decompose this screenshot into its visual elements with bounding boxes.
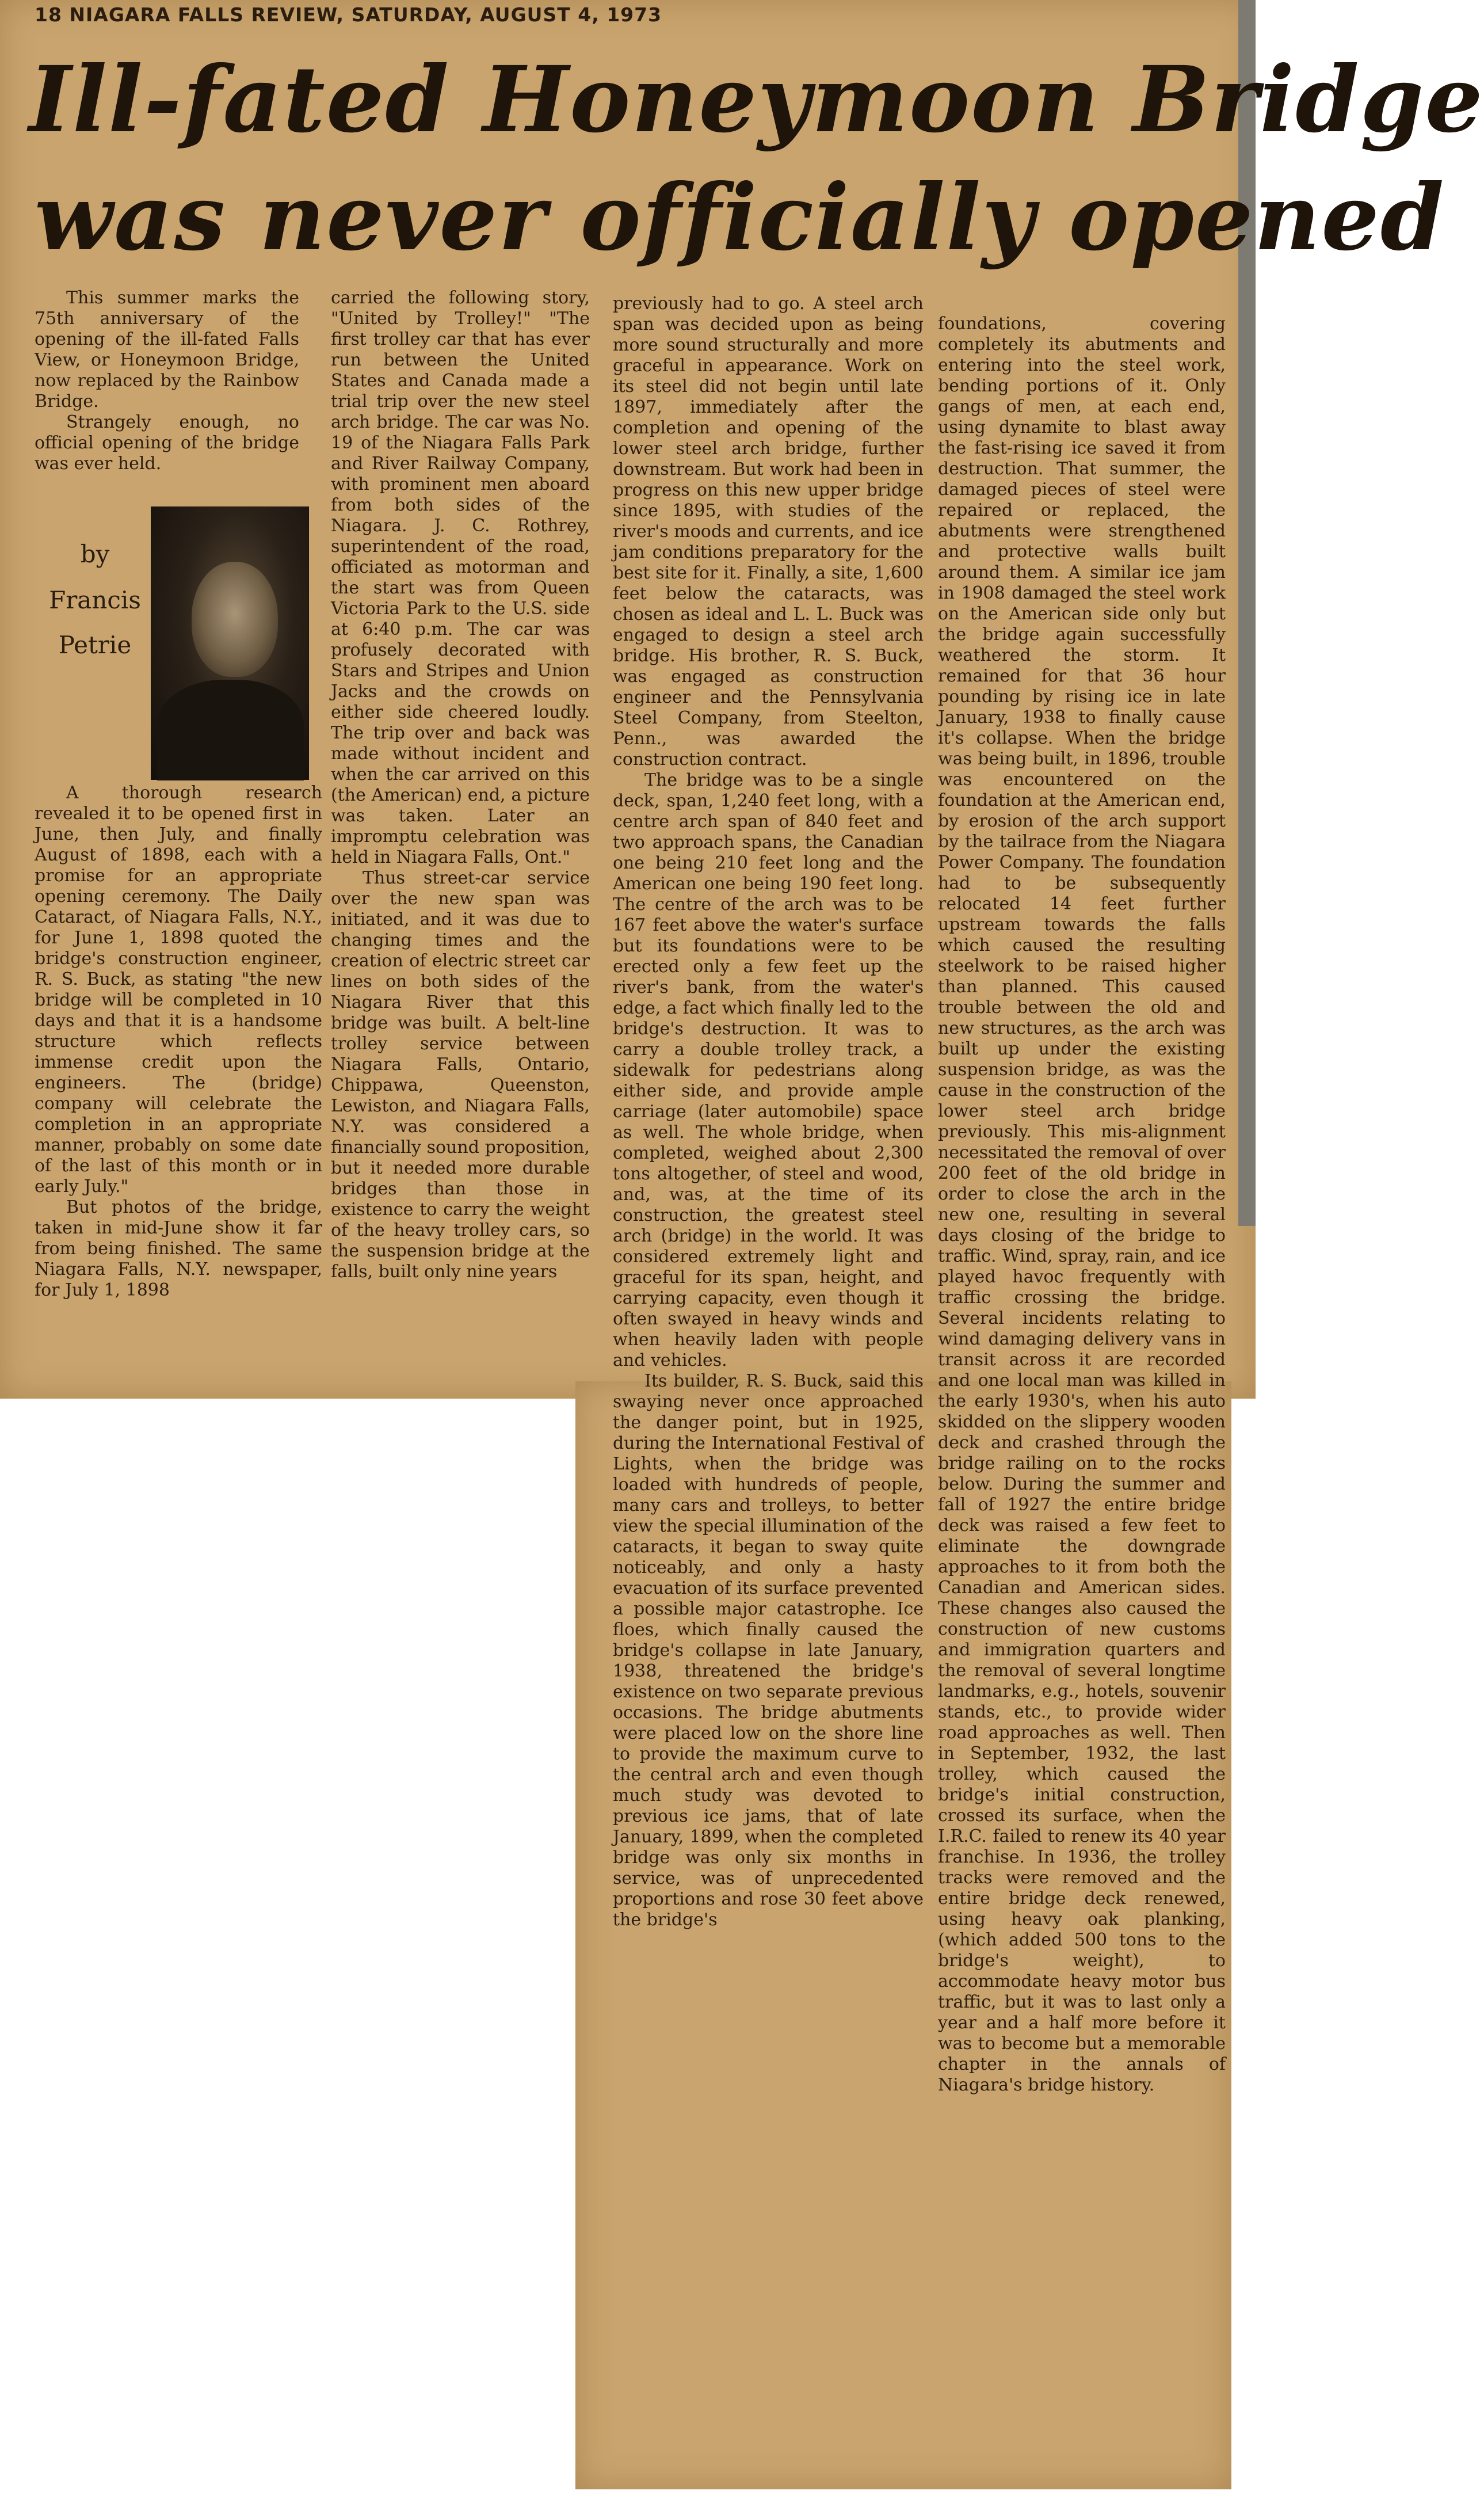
paragraph: Its builder, R. S. Buck, said this swaying never once approached the danger point, but in 1925, during the International Festival of Lights, when the bridge was loaded with hundreds of people, many cars and trolleys, to better view the special illumination of the cataracts, it began to sway quite noticeably, and only a hasty evacuation of its surface prevented a possible major catastrophe. Ice floes, which finally caused the bridge's collapse in late January, 1938, threatened the bridge's existence on two separate previous occasions. The bridge abutments were placed low on the shore line to provide the maximum curve to the central arch and even though much study was devoted to previous ice jams, that of late January, 1899, when the completed bridge was only six months in service, was of unprecedented proportions and rose 30 feet above the bridge's: [613, 1371, 924, 1930]
column-4: [938, 314, 1226, 2096]
paragraph: The bridge was to be a single deck, span, 1,240 feet long, with a centre arch span of 840 feet and two approach spans, the Canadian one being 210 feet long and the American one being 190 feet long. The centre of the arch was to be 167 feet above the water's surface but its foundations were to be erected only a few feet up the river's bank, from the water's edge, a fact which finally led to the bridge's destruction. It was to carry a double trolley track, a sidewalk for pedestrians along either side, and provide ample carriage (later automobile) space as well. The whole bridge, when completed, weighed about 2,300 tons altogether, of steel and wood, and, was, at the time of its construction, the greatest steel arch (bridge) in the world. It was considered extremely light and graceful for its span, height, and carrying capacity, even though it often swayed in heavy winds and when heavily laden with people and vehicles.: [613, 770, 924, 1370]
paragraph: Strangely enough, no official opening of the bridge was ever held.: [35, 412, 299, 474]
paragraph: foundations, covering completely its abutments and entering into the steel work, bending portions of it. Only gangs of men, at each end, using dynamite to blast away the fast-rising ice saved it from destruction. That summer, the damaged pieces of steel were repaired or replaced, the abutments were strengthened and protective walls built around them. A similar ice jam in 1908 damaged the steel work on the American side only but the bridge again successfully weathered the storm. It remained for that 36 hour pounding by rising ice in late January, 1938 to finally cause it's collapse. When the bridge was being built, in 1896, trouble was encountered on the foundation at the American end, by erosion of the arch support by the tailrace from the Niagara Power Company. The foundation had to be subsequently relocated 14 feet further upstream towards the falls which caused the resulting steelwork to be raised higher than planned. This caused trouble between the old and new structures, as the arch was built up under the existing suspension bridge, as was the cause in the construction of the lower steel arch bridge previously. This mis-alignment necessitated the removal of over 200 feet of the old bridge in order to close the arch in the new one, resulting in several days closing of the bridge to traffic. Wind, spray, rain, and ice played havoc frequently with traffic crossing the bridge. Several incidents relating to wind damaging delivery vans in transit across it are recorded and one local man was killed in the early 1930's, when his auto skidded on the slippery wooden deck and crashed through the bridge railing on to the rocks below. During the summer and fall of 1927 the entire bridge deck was raised a few feet to eliminate the downgrade approaches to it from both the Canadian and American sides. These changes also caused the construction of new customs and immigration quarters and the removal of several longtime landmarks, e.g., hotels, souvenir stands, etc., to provide wider road approaches as well. Then in September, 1932, the last trolley, which caused the bridge's initial construction, crossed its surface, when the I.R.C. failed to renew its 40 year franchise. In 1936, the trolley tracks were removed and the entire bridge deck renewed, using heavy oak planking, (which added 500 tons to the bridge's weight), to accommodate heavy motor bus traffic, but it was to last only a year and a half more before it was to become but a memorable chapter in the annals of Niagara's bridge history.: [938, 314, 1226, 2095]
byline-first-name: Francis: [49, 586, 141, 614]
column-1-bottom: [35, 783, 322, 1301]
column-3: [613, 294, 924, 1930]
dateline: 18 NIAGARA FALLS REVIEW, SATURDAY, AUGUST 4, 1973: [35, 3, 662, 26]
portrait-shoulders: [157, 680, 304, 780]
byline-last-name: Petrie: [58, 631, 132, 659]
paragraph: But photos of the bridge, taken in mid-June show it far from being finished. The same Niagara Falls, N.Y. newspaper, for July 1, 1898: [35, 1197, 322, 1300]
byline-by: by: [80, 540, 110, 568]
paragraph: This summer marks the 75th anniversary of the opening of the ill-fated Falls View, or Honeymoon Bridge, now replaced by the Rainbow Bridge.: [35, 288, 299, 412]
paragraph: carried the following story, "United by Trolley!" "The first trolley car that has ever run between the United States and Canada made a trial trip over the new steel arch bridge. The car was No. 19 of the Niagara Falls Park and River Railway Company, with prominent men aboard from both sides of the Niagara. J. C. Rothrey, superintendent of the road, officiated as motorman and the start was from Queen Victoria Park to the U.S. side at 6:40 p.m. The car was profusely decorated with Stars and Stripes and Union Jacks and the crowds on either side cheered loudly. The trip over and back was made without incident and when the car arrived on this (the American) end, a picture was taken. Later an impromptu celebration was held in Niagara Falls, Ont.": [331, 288, 590, 867]
paragraph: A thorough research revealed it to be opened first in June, then July, and finally August of 1898, each with a promise for an appropriate opening ceremony. The Daily Cataract, of Niagara Falls, N.Y., for June 1, 1898 quoted the bridge's construction engineer, R. S. Buck, as stating "the new bridge will be completed in 10 days and that it is a handsome structure which reflects immense credit upon the engineers. The (bridge) company will celebrate the completion in an appropriate manner, probably on some date of the last of this month or in early July.": [35, 783, 322, 1197]
paragraph: Thus street-car service over the new span was initiated, and it was due to changing times and the creation of electric street car lines on both sides of the Niagara River that this bridge was built. A belt-line trolley service between Niagara Falls, Ontario, Chippawa, Queenston, Lewiston, and Niagara Falls, N.Y. was considered a financially sound proposition, but it needed more durable bridges than those in existence to carry the weight of the heavy trolley cars, so the suspension bridge at the falls, built only nine years: [331, 868, 590, 1282]
author-portrait-icon: [151, 507, 309, 780]
column-1-top: [35, 288, 299, 474]
portrait-face: [192, 562, 278, 677]
paragraph: previously had to go. A steel arch span was decided upon as being more sound structurally and more graceful in appearance. Work on its steel did not begin until late 1897, immediately after the completion and opening of the lower steel arch bridge, further downstream. But work had been in progress on this new upper bridge since 1895, with studies of the river's moods and currents, and ice jam conditions preparatory for the best site for it. Finally, a site, 1,600 feet below the cataracts, was chosen as ideal and L. L. Buck was engaged to design a steel arch bridge. His brother, R. S. Buck, was engaged as construction engineer and the Pennsylvania Steel Company, from Steelton, Penn., was awarded the construction contract.: [613, 294, 924, 770]
column-2: [331, 288, 590, 1282]
headline-line-1: Ill-fated Honeymoon Bridge: [29, 47, 1484, 153]
headline-line-2: was never officially opened: [35, 165, 1445, 271]
